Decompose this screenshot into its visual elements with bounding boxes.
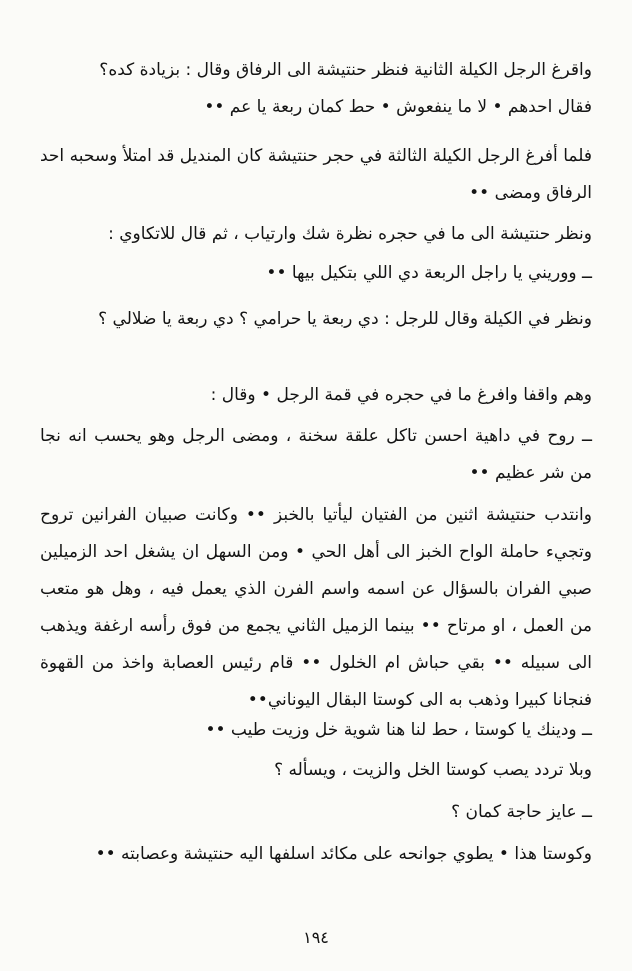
paragraph-6: ونظر في الكيلة وقال للرجل : دي ربعة يا حرامي ؟ دي ربعة يا ضلالي ؟ [98,309,592,329]
paragraph-13: وكوستا هذا • يطوي جوانحه على مكائد اسلفها اليه حنتيشة وعصابته •• [95,844,592,864]
paragraph-4: ونظر حنتيشة الى ما في حجره نظرة شك وارتياب ، ثم قال للاتكاوي : [108,224,592,244]
paragraph-5: ــ ووريني يا راجل الربعة دي اللي بتكيل بيها •• [266,263,592,283]
paragraph-11: وبلا تردد يصب كوستا الخل والزيت ، ويسأله ؟ [274,760,592,780]
paragraph-9: وانتدب حنتيشة اثنين من الفتيان ليأتيا بالخبز •• وكانت صبيان الفرانين تروح وتجيء حاملة الواح الخبز الى أهل الحي • ومن السهل ان يشغل احد الزميلين صبي الفران بالسؤال عن اسمه واسم الفرن الذي يعمل فيه ، وهل هو متعب من العمل ، او مرتاح •• بينما الزميل الثاني يجمع من فوق رأسه ارغفة ويذهب الى سبيله •• بقي حباش ام الخلول •• قام رئيس العصابة واخذ من القهوة فنجانا كبيرا وذهب به الى كوستا البقال اليوناني•• [40,505,592,710]
paragraph-10: ــ ودينك يا كوستا ، حط لنا هنا شوية خل وزيت طيب •• [205,720,592,740]
paragraph-3: فلما أفرغ الرجل الكيلة الثالثة في حجر حنتيشة كان المنديل قد امتلأ وسحبه احد الرفاق ومضى •• [40,146,592,203]
paragraph-8: ــ روح في داهية احسن تاكل علقة سخنة ، ومضى الرجل وهو يحسب انه نجا من شر عظيم •• [40,426,592,483]
paragraph-12: ــ عايز حاجة كمان ؟ [451,802,592,822]
page-number: ١٩٤ [303,928,329,947]
paragraph-1: واقرغ الرجل الكيلة الثانية فنظر حنتيشة الى الرفاق وقال : بزيادة كده؟ [99,60,592,80]
paragraph-7: وهم واقفا وافرغ ما في حجره في قمة الرجل • وقال : [210,385,592,405]
paragraph-2: فقال احدهم • لا ما ينفعوش • حط كمان ربعة يا عم •• [204,97,592,117]
